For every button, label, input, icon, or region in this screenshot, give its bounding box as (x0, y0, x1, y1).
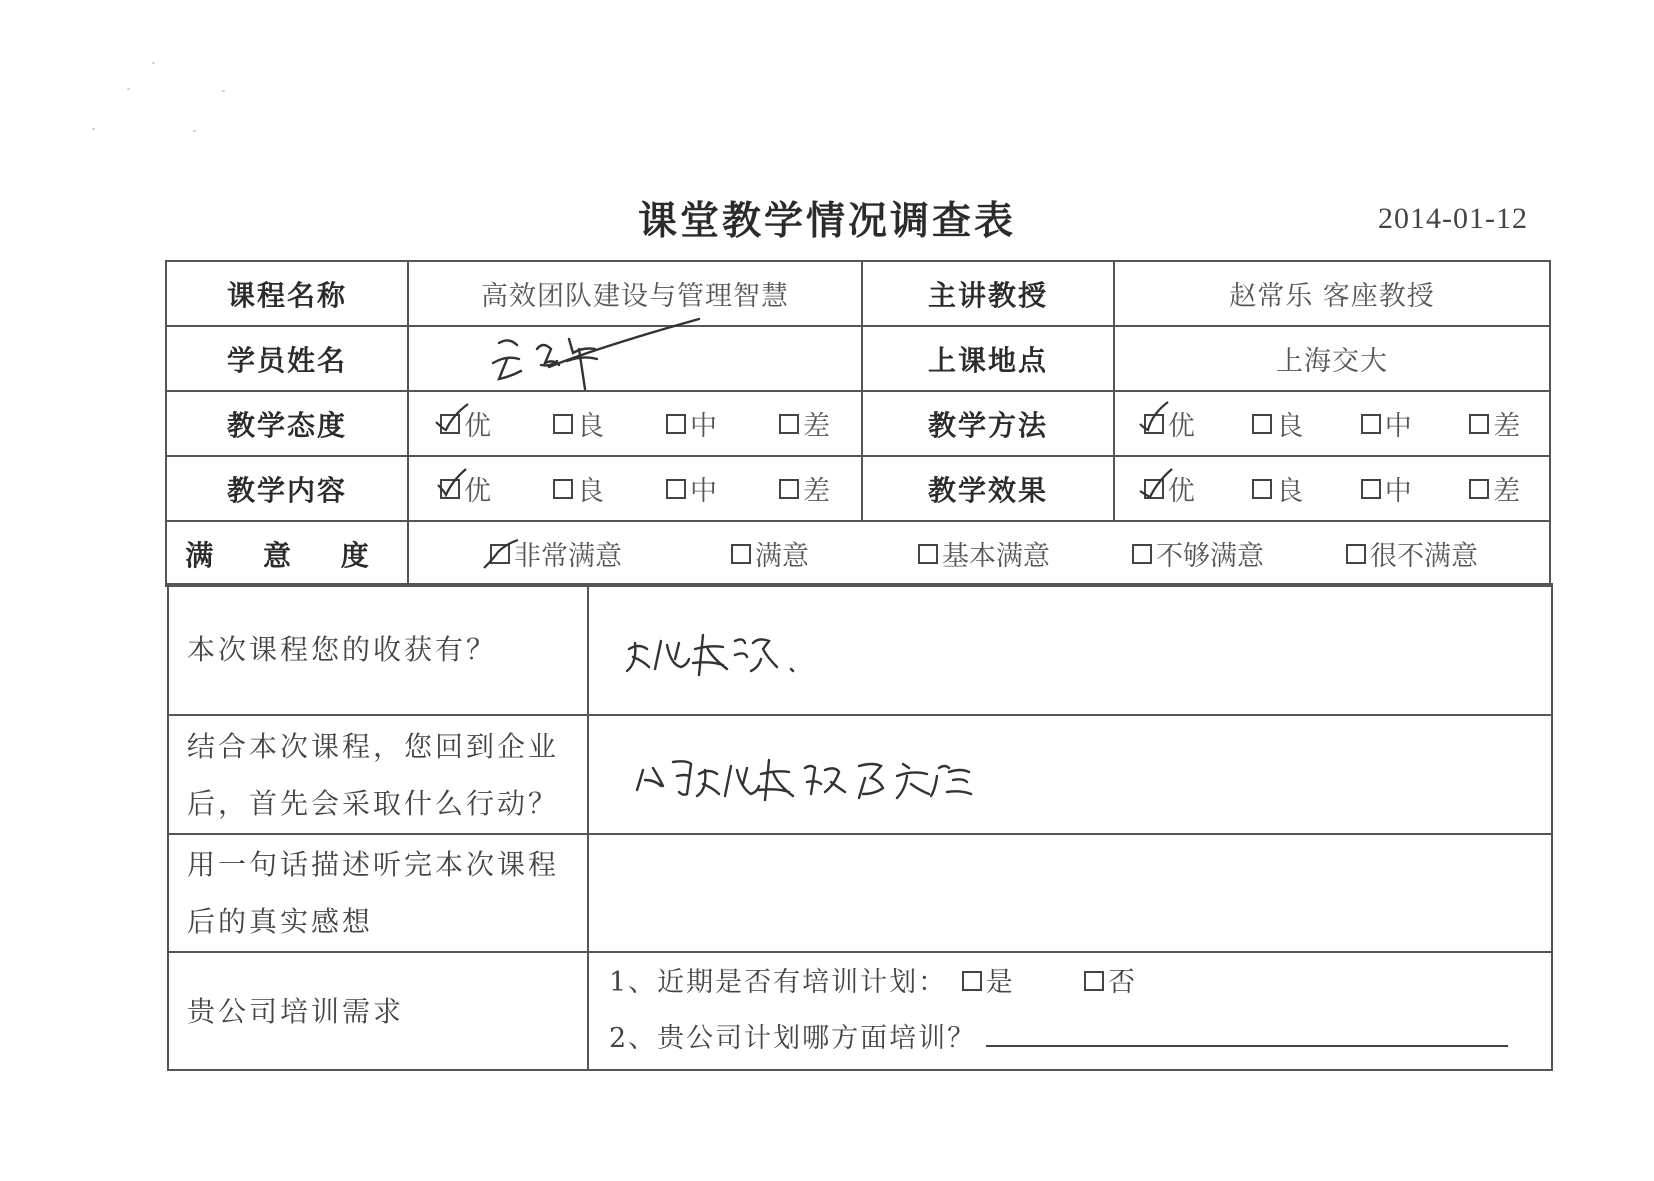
option-good[interactable]: 良 (1224, 469, 1333, 508)
answer-impression-field[interactable] (588, 834, 1552, 952)
checkbox-checked[interactable] (1144, 414, 1164, 434)
checkbox[interactable] (1346, 544, 1366, 564)
checkbox[interactable] (666, 479, 686, 499)
row-question-2 (168, 715, 1552, 834)
rating-label-content: 教学内容 (166, 456, 408, 521)
rating-label-attitude: 教学态度 (166, 391, 408, 456)
row-training-needs (168, 952, 1552, 1070)
info-rating-table (165, 260, 1551, 587)
row-course (166, 261, 1550, 326)
option-excellent[interactable]: 优 (1115, 469, 1224, 508)
row-question-3 (168, 834, 1552, 952)
option-basically-satisfied[interactable]: 基本满意 (877, 534, 1091, 573)
option-very-satisfied[interactable]: 非常满意 (449, 534, 663, 573)
question-action: 结合本次课程，您回到企业 后，首先会采取什么行动？ (168, 715, 588, 834)
option-poor[interactable]: 差 (748, 404, 861, 443)
option-fair[interactable]: 中 (635, 404, 748, 443)
student-name-label: 学员姓名 (166, 326, 408, 391)
option-good[interactable]: 良 (522, 469, 635, 508)
lecturer-label: 主讲教授 (862, 261, 1114, 326)
course-name-label: 课程名称 (166, 261, 408, 326)
row-rating-2 (166, 456, 1550, 521)
training-plan-question: 1、近期是否有培训计划： 是 否 (609, 967, 1137, 998)
checkbox[interactable] (1084, 971, 1104, 991)
checkbox[interactable] (553, 414, 573, 434)
option-fair[interactable]: 中 (1332, 404, 1441, 443)
option-poor[interactable]: 差 (748, 469, 861, 508)
option-excellent[interactable]: 优 (409, 469, 522, 508)
checkbox[interactable] (1252, 479, 1272, 499)
course-name-value[interactable]: 高效团队建设与管理智慧 (408, 261, 862, 326)
question-impression: 用一句话描述听完本次课程 后的真实感想 (168, 834, 588, 952)
feedback-table (167, 583, 1553, 1071)
row-satisfaction (166, 521, 1550, 586)
question-gains: 本次课程您的收获有？ (168, 584, 588, 715)
form-date: 2014-01-12 (1378, 202, 1528, 235)
rating-method-options (1114, 391, 1550, 456)
rating-label-method: 教学方法 (862, 391, 1114, 456)
rating-effect-options (1114, 456, 1550, 521)
option-excellent[interactable]: 优 (409, 404, 522, 443)
checkbox[interactable] (962, 971, 982, 991)
checkbox-checked[interactable] (1144, 479, 1164, 499)
checkbox[interactable] (1469, 414, 1489, 434)
option-good[interactable]: 良 (522, 404, 635, 443)
location-label: 上课地点 (862, 326, 1114, 391)
training-area-question: 2、贵公司计划哪方面培训？ (609, 1011, 1551, 1067)
lecturer-value[interactable]: 赵常乐 客座教授 (1114, 261, 1550, 326)
checkbox[interactable] (1469, 479, 1489, 499)
checkbox-checked[interactable] (490, 544, 510, 564)
checkbox-checked[interactable] (440, 414, 460, 434)
checkbox[interactable] (779, 414, 799, 434)
option-not-quite-satisfied[interactable]: 不够满意 (1091, 534, 1305, 573)
checkbox[interactable] (666, 414, 686, 434)
option-very-dissatisfied[interactable]: 很不满意 (1305, 534, 1519, 573)
handwritten-answer (621, 619, 821, 689)
checkbox[interactable] (553, 479, 573, 499)
location-value[interactable]: 上海交大 (1114, 326, 1550, 391)
checkbox[interactable] (1252, 414, 1272, 434)
option-poor[interactable]: 差 (1441, 469, 1550, 508)
training-needs-content (588, 952, 1552, 1070)
checkbox[interactable] (918, 544, 938, 564)
option-good[interactable]: 良 (1224, 404, 1333, 443)
checkbox[interactable] (731, 544, 751, 564)
checkbox[interactable] (1361, 479, 1381, 499)
student-name-field[interactable] (408, 326, 862, 391)
option-poor[interactable]: 差 (1441, 404, 1550, 443)
row-question-1 (168, 584, 1552, 715)
option-yes[interactable]: 是 (958, 967, 1015, 998)
checkbox[interactable] (1132, 544, 1152, 564)
satisfaction-options (408, 521, 1550, 586)
checkbox[interactable] (779, 479, 799, 499)
handwritten-signature (479, 321, 709, 401)
option-no[interactable]: 否 (1080, 967, 1137, 998)
training-needs-label: 贵公司培训需求 (168, 952, 588, 1070)
satisfaction-label: 满 意 度 (166, 521, 408, 586)
answer-action-field[interactable] (588, 715, 1552, 834)
rating-content-options (408, 456, 862, 521)
option-excellent[interactable]: 优 (1115, 404, 1224, 443)
option-satisfied[interactable]: 满意 (663, 534, 877, 573)
handwritten-answer (635, 746, 995, 816)
rating-label-effect: 教学效果 (862, 456, 1114, 521)
row-student (166, 326, 1550, 391)
option-fair[interactable]: 中 (635, 469, 748, 508)
training-area-blank[interactable] (986, 1021, 1508, 1047)
answer-gains-field[interactable] (588, 584, 1552, 715)
form-title: 课堂教学情况调查表 (637, 199, 1016, 244)
checkbox[interactable] (1361, 414, 1381, 434)
option-fair[interactable]: 中 (1332, 469, 1441, 508)
row-rating-1 (166, 391, 1550, 456)
checkbox-checked[interactable] (440, 479, 460, 499)
